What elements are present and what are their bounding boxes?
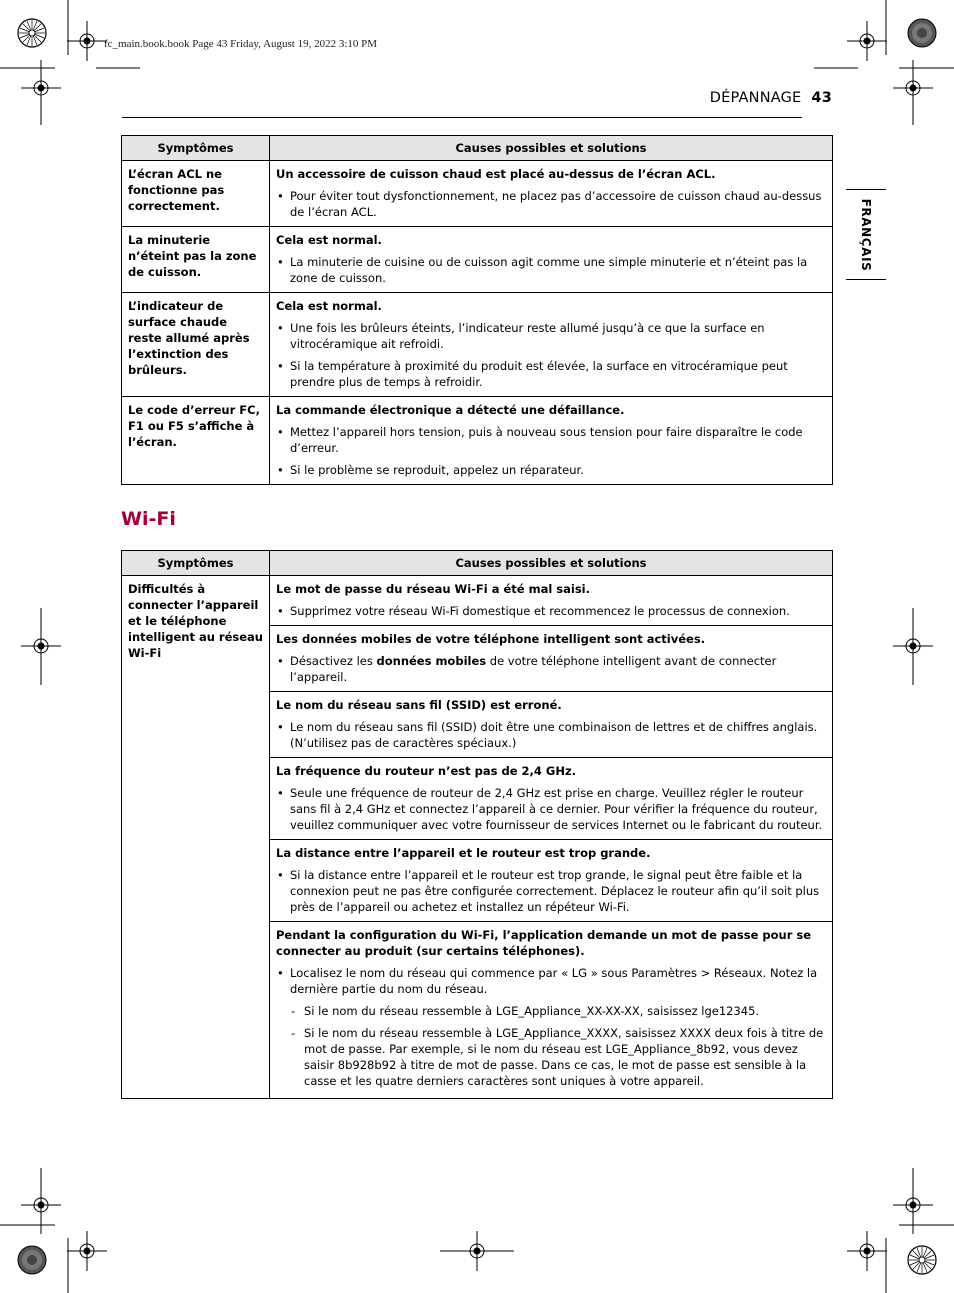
solution-item: • La minuterie de cuisine ou de cuisson agit comme une simple minuterie et n’éteint pas la zone de cuisson. <box>276 254 826 286</box>
cause-cell <box>270 397 833 485</box>
table-header-row <box>122 136 833 161</box>
cause-cell <box>270 840 833 922</box>
cause-cell <box>270 692 833 758</box>
cause-cell <box>270 758 833 840</box>
cause-cell <box>270 576 833 626</box>
symptom-cell: La minuterie n’éteint pas la zone de cuisson. <box>122 227 270 293</box>
language-tab <box>846 189 886 280</box>
file-info: fc_main.book.book Page 43 Friday, August 19, 2022 3:10 PM <box>104 38 378 50</box>
cause-title: La fréquence du routeur n’est pas de 2,4 GHz. <box>276 764 577 778</box>
solution-text: Désactivez les <box>290 654 377 668</box>
page-number: 43 <box>811 90 832 106</box>
solution-item <box>276 653 826 685</box>
solution-text: Localisez le nom du réseau qui commence par « LG » sous Paramètres > Réseaux. Notez la dernière partie du nom du réseau. <box>290 966 818 996</box>
cause-title: Cela est normal. <box>276 233 382 247</box>
table-row <box>122 397 833 485</box>
table-row <box>122 293 833 397</box>
sub-solution-item: - Si le nom du réseau ressemble à LGE_Appliance_XX-XX-XX, saisissez lge12345. <box>290 1003 826 1019</box>
solution-item: • Si le problème se reproduit, appelez un réparateur. <box>276 462 826 478</box>
symptom-cell: L’écran ACL ne fonctionne pas correctement. <box>122 161 270 227</box>
symptom-cell: Le code d’erreur FC, F1 ou F5 s’affiche à l’écran. <box>122 397 270 485</box>
language-label: FRANÇAIS <box>859 198 873 271</box>
solution-item: • Le nom du réseau sans fil (SSID) doit être une combinaison de lettres et de chiffres anglais. (N’utilisez pas de caractères spéciaux.) <box>276 719 826 751</box>
cause-cell <box>270 161 833 227</box>
solution-item: • Mettez l’appareil hors tension, puis à nouveau sous tension pour faire disparaître le code d’erreur. <box>276 424 826 456</box>
cause-title: Le mot de passe du réseau Wi-Fi a été mal saisi. <box>276 582 590 596</box>
cause-title: Un accessoire de cuisson chaud est placé au-dessus de l’écran ACL. <box>276 167 716 181</box>
wifi-section-title: Wi-Fi <box>121 508 176 530</box>
table-header-row <box>122 551 833 576</box>
solution-item: • Seule une fréquence de routeur de 2,4 GHz est prise en charge. Veuillez régler le routeur sans fil à 2,4 GHz et connectez l’appareil à ce dernier. Pour vérifier la fréquence du routeur, veuillez communiquer avec votre fournisseur de services Internet ou le fabricant du routeur. <box>276 785 826 833</box>
solution-item: • Une fois les brûleurs éteints, l’indicateur reste allumé jusqu’à ce que la surface en vitrocéramique ait refroidi. <box>276 320 826 352</box>
table-row <box>122 227 833 293</box>
col-header-causes: Causes possibles et solutions <box>270 551 833 576</box>
cause-title: Les données mobiles de votre téléphone intelligent sont activées. <box>276 632 706 646</box>
solution-item <box>276 965 826 1089</box>
solution-item: • Si la température à proximité du produit est élevée, la surface en vitrocéramique peut prendre plus de temps à refroidir. <box>276 358 826 390</box>
cause-cell <box>270 626 833 692</box>
cause-title: Pendant la configuration du Wi-Fi, l’application demande un mot de passe pour se connecter au produit (sur certains téléphones). <box>276 928 812 958</box>
header-rule <box>122 117 802 118</box>
cause-cell <box>270 293 833 397</box>
solution-text: de votre téléphone intelligent avant de connecter l’appareil. <box>290 654 777 684</box>
cause-title: La distance entre l’appareil et le routeur est trop grande. <box>276 846 651 860</box>
troubleshooting-table-wifi <box>121 550 833 1099</box>
section-title: DÉPANNAGE <box>709 90 802 106</box>
troubleshooting-table-1 <box>121 135 833 485</box>
cause-title: La commande électronique a détecté une défaillance. <box>276 403 625 417</box>
col-header-causes: Causes possibles et solutions <box>270 136 833 161</box>
section-header <box>710 90 832 106</box>
solution-item: • Si la distance entre l’appareil et le routeur est trop grande, le signal peut être faible et la connexion peut ne pas être configurée correctement. Déplacez le routeur afin qu’il soit plus près de l’appareil ou achetez et installez un répéteur Wi-Fi. <box>276 867 826 915</box>
solution-emphasis: données mobiles <box>376 654 487 668</box>
table-row <box>122 161 833 227</box>
col-header-symptoms: Symptômes <box>122 551 270 576</box>
cause-title: Le nom du réseau sans fil (SSID) est erroné. <box>276 698 562 712</box>
solution-item: • Supprimez votre réseau Wi-Fi domestique et recommencez le processus de connexion. <box>276 603 826 619</box>
solution-item: • Pour éviter tout dysfonctionnement, ne placez pas d’accessoire de cuisson chaud au-dessus de l’écran ACL. <box>276 188 826 220</box>
symptom-cell: Difficultés à connecter l’appareil et le téléphone intelligent au réseau Wi-Fi <box>122 576 270 1099</box>
cause-cell <box>270 227 833 293</box>
cause-title: Cela est normal. <box>276 299 382 313</box>
col-header-symptoms: Symptômes <box>122 136 270 161</box>
table-row <box>122 576 833 626</box>
symptom-cell: L’indicateur de surface chaude reste allumé après l’extinction des brûleurs. <box>122 293 270 397</box>
sub-solution-item: - Si le nom du réseau ressemble à LGE_Appliance_XXXX, saisissez XXXX deux fois à titre de mot de passe. Par exemple, si le nom du réseau est LGE_Appliance_8b92, vous devez saisir 8b928b92 à titre de mot de passe. Dans ce cas, le mot de passe est sensible à la casse et les quatre derniers caractères sont uniques à votre appareil. <box>290 1025 826 1089</box>
cause-cell <box>270 922 833 1099</box>
